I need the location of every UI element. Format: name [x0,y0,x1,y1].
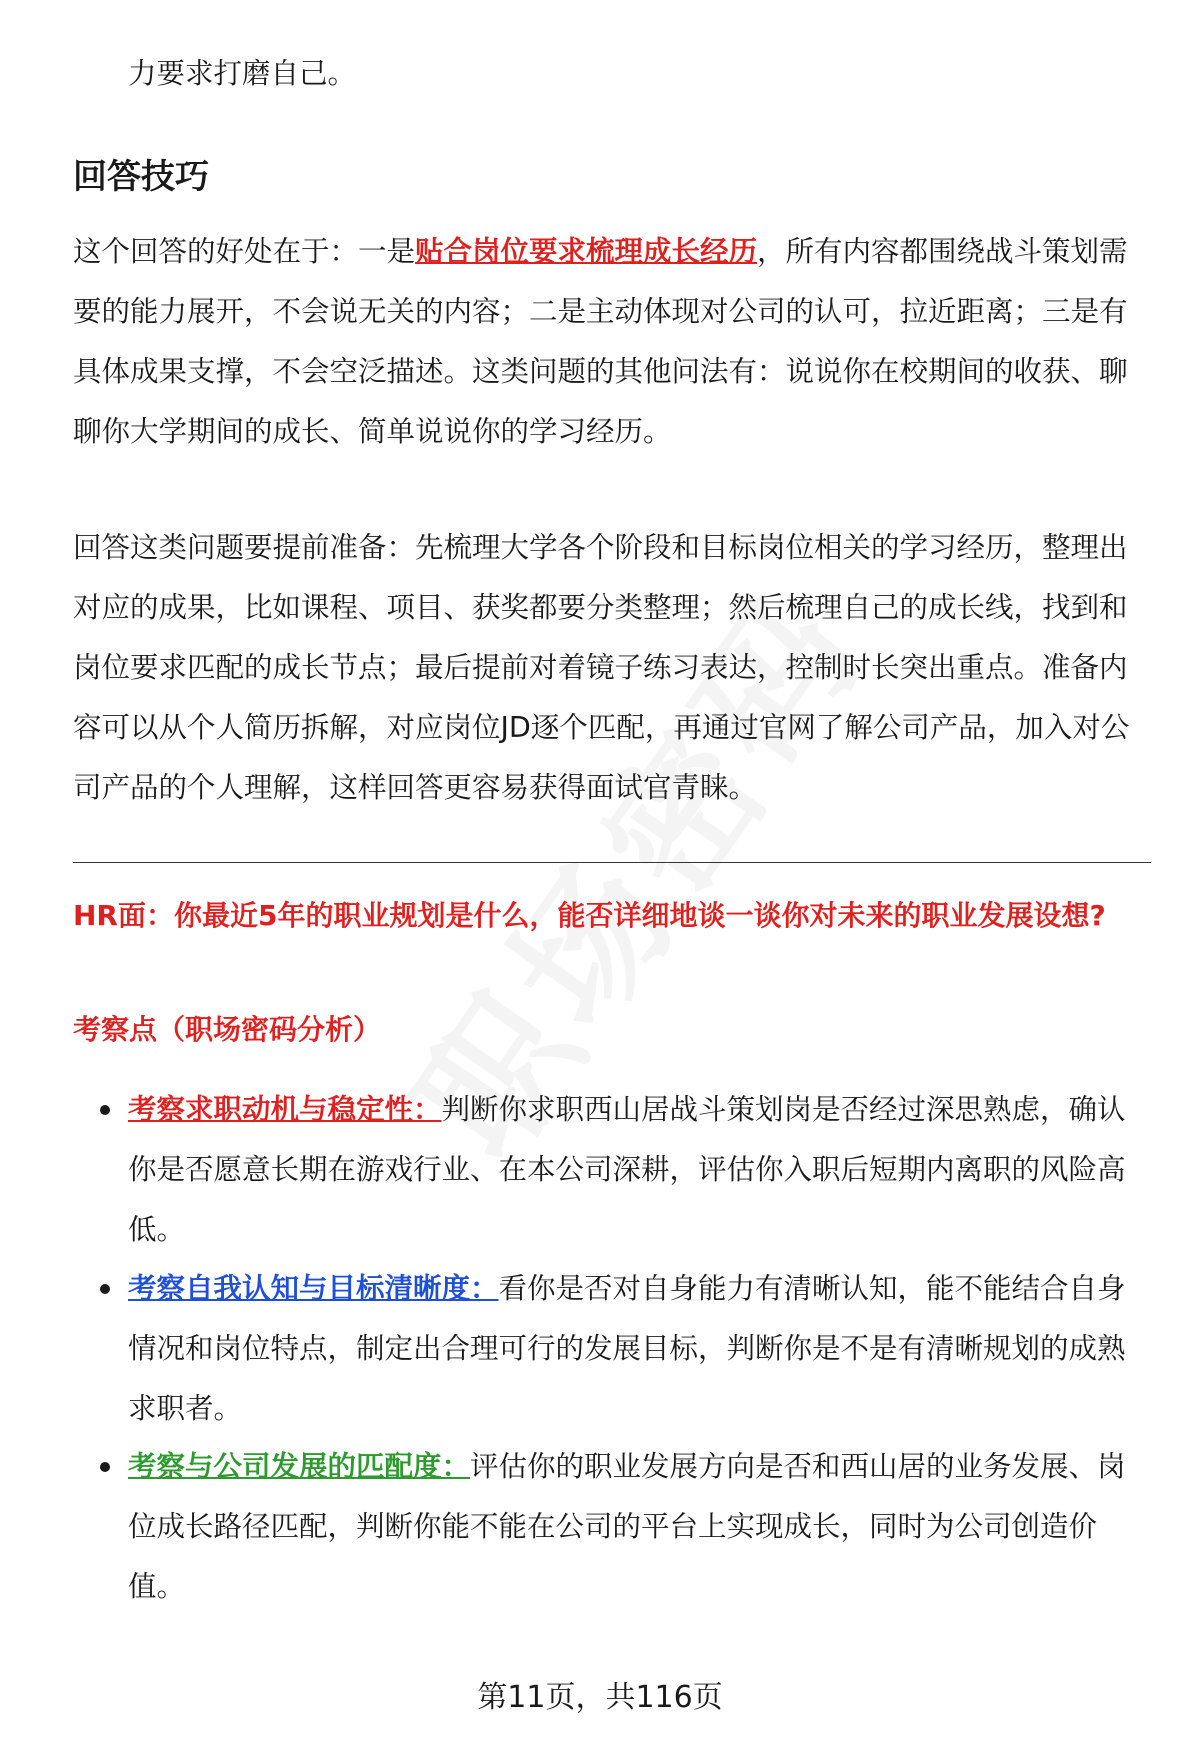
section-divider [73,862,1151,863]
para1-after: ，所有内容都围绕战斗策划需要的能力展开，不会说无关的内容；二是主动体现对公司的认可，拉近距离；三是有具体成果支撑，不会空泛描述。这类问题的其他问法有：说说你在校期间的收获、聊聊你大学期间的成长、简单说说你的学习经历。 [73,235,1128,448]
bullet-key: 考察求职动机与稳定性： [128,1093,442,1126]
bullet-key: 考察与公司发展的匹配度： [128,1450,471,1483]
bullet-text: 看你是否对自身能力有清晰认知，能不能结合自身情况和岗位特点，制定出合理可行的发展目标，判断你是不是有清晰规划的成熟求职者。 [128,1272,1126,1425]
answer-tips-paragraph-2: 回答这类问题要提前准备：先梳理大学各个阶段和目标岗位相关的学习经历，整理出对应的成果，比如课程、项目、获奖都要分类整理；然后梳理自己的成长线，找到和岗位要求匹配的成长节点；最后提前对着镜子练习表达，控制时长突出重点。准备内容可以从个人简历拆解，对应岗位JD逐个匹配，再通过官网了解公司产品，加入对公司产品的个人理解，这样回答更容易获得面试官青睐。 [73,531,1130,804]
intro-tail-text: 力要求打磨自己。 [128,57,357,90]
interview-question: HR面：你最近5年的职业规划是什么，能否详细地谈一谈你对未来的职业发展设想? [73,899,1106,932]
section-title: 回答技巧 [73,157,209,197]
bullet-key: 考察自我认知与目标清晰度： [128,1272,499,1305]
bullet-dot-icon [100,1105,110,1115]
bullet-text: 评估你的职业发展方向是否和西山居的业务发展、岗位成长路径匹配，判断你能不能在公司的平台上实现成长，同时为公司创造价值。 [128,1450,1126,1603]
para1-before: 这个回答的好处在于：一是 [73,235,416,268]
analysis-bullet [128,1437,1148,1617]
analysis-bullet [128,1259,1148,1439]
bullet-dot-icon [100,1462,110,1472]
para1-highlight: 贴合岗位要求梳理成长经历 [415,235,758,268]
analysis-title: 考察点（职场密码分析） [73,1013,382,1046]
analysis-bullet [128,1080,1148,1260]
answer-tips-paragraph-1 [73,222,1148,462]
page-number: 第11页，共116页 [477,1680,723,1715]
bullet-text: 判断你求职西山居战斗策划岗是否经过深思熟虑，确认你是否愿意长期在游戏行业、在本公司深耕，评估你入职后短期内离职的风险高低。 [128,1093,1126,1246]
bullet-dot-icon [100,1284,110,1294]
